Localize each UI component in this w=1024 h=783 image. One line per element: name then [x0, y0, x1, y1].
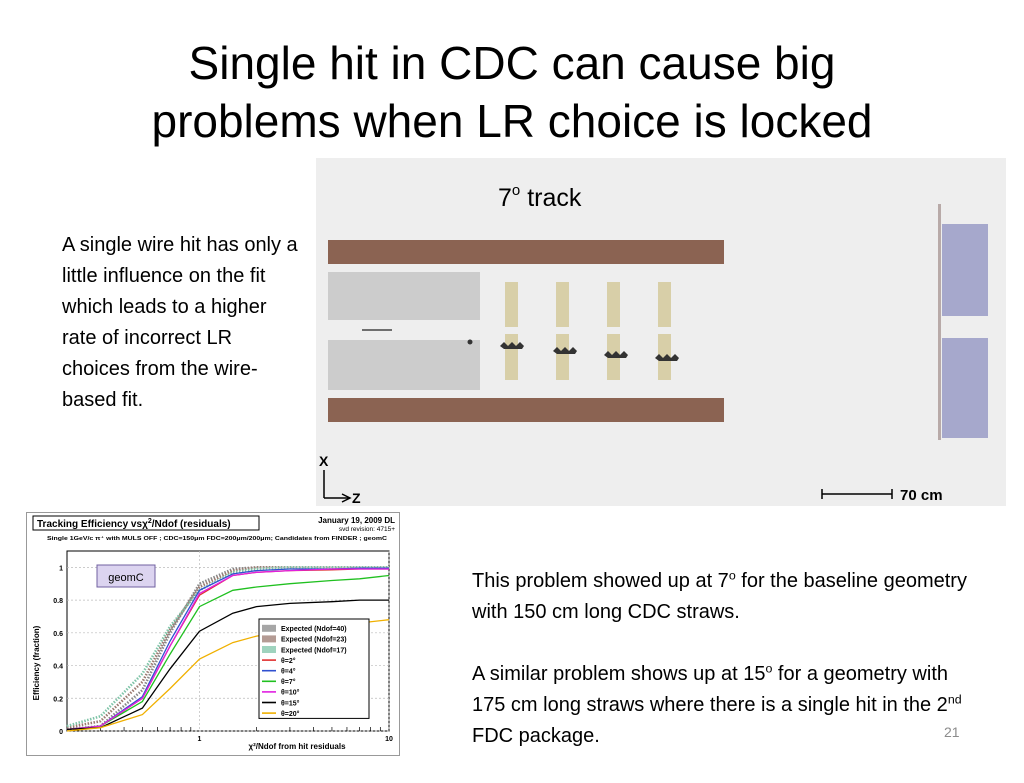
- fdc-package-2-upper: [556, 282, 569, 327]
- fdc-package-1-upper: [505, 282, 518, 327]
- plot-legend-label-5: θ=7°: [281, 679, 296, 687]
- cdc-single-hit: [468, 340, 473, 345]
- plot-revision: svd revision: 4715+: [338, 526, 395, 533]
- tof-wall: [938, 204, 941, 440]
- plot-subtitle: Single 1GeV/c π⁺ with MULS OFF ; CDC=150μm FDC=200μm/200μm; Candidates from FINDER ; geomC: [47, 536, 322, 542]
- plot-ylabel: Efficiency (fraction): [32, 625, 41, 701]
- right-paragraph-1: This problem showed up at 7$^o$ for the baseline geometry with 150 cm long CDC straws.: [472, 568, 967, 623]
- plot-date: January 19, 2009 DL: [318, 516, 395, 525]
- plot-legend-label-2: Expected (Ndof=17): [281, 647, 347, 655]
- plot-legend-swatch-1: [262, 635, 276, 642]
- cdc-upper-body: [328, 272, 480, 320]
- plot-legend-swatch-2: [262, 646, 276, 653]
- plot-header: Tracking Efficiency vsχ$^2$/Ndof (residuals): [37, 518, 231, 530]
- plot-ytick-4: 0.8: [53, 598, 63, 606]
- plot-xtick-0: 1: [197, 736, 202, 743]
- plot-legend-label-4: θ=4°: [281, 668, 296, 676]
- fdc-hit-cluster-4: [655, 354, 679, 361]
- plot-legend-box: [259, 619, 369, 718]
- plot-legend-label-1: Expected (Ndof=23): [281, 636, 347, 644]
- fdc-hit-cluster-3: [604, 351, 628, 358]
- fdc-package-4-upper: [658, 282, 671, 327]
- slide-title-line-1: Single hit in CDC can cause big: [188, 37, 836, 89]
- right-description: [472, 566, 982, 783]
- detector-svg: [316, 158, 1006, 506]
- plot-xtick-1: 10: [385, 736, 393, 743]
- track-label: 7$^o$ track: [498, 182, 582, 212]
- scale-label: 70 cm: [900, 487, 943, 504]
- plot-ytick-3: 0.6: [53, 630, 63, 638]
- calorimeter-lower: [942, 338, 988, 438]
- plot-ytick-1: 0.2: [53, 696, 63, 704]
- plot-legend-label-3: θ=2°: [281, 657, 296, 665]
- calorimeter-upper: [942, 224, 988, 316]
- cdc-lower-body: [328, 340, 480, 390]
- right-paragraph-2: A similar problem shows up at 15$^o$ for a geometry with 175 cm long straws where there is a single hit in the 2nd FDC package.: [472, 661, 962, 747]
- slide-number: 21: [944, 724, 960, 740]
- plot-ytick-5: 1: [59, 565, 63, 573]
- cdc-lower-wall: [328, 398, 724, 422]
- detector-diagram: [316, 158, 1006, 506]
- geom-label: geomC: [108, 572, 144, 584]
- fdc-package-2-lower: [556, 334, 569, 380]
- detector-background: [316, 158, 1006, 506]
- plot-legend-label-8: θ=20°: [281, 710, 300, 718]
- fdc-package-3-upper: [607, 282, 620, 327]
- cdc-upper-wall: [328, 240, 724, 264]
- fdc-hit-cluster-2: [553, 347, 577, 354]
- plot-legend-label-7: θ=15°: [281, 700, 300, 708]
- axis-x-label: X: [319, 453, 329, 469]
- fdc-package-1-lower: [505, 334, 518, 380]
- plot-xlabel: χ²/Ndof from hit residuals: [248, 742, 346, 751]
- efficiency-plot: [26, 512, 400, 756]
- axis-z-label: Z: [352, 490, 361, 506]
- plot-ytick-2: 0.4: [53, 663, 63, 671]
- plot-legend-label-0: Expected (Ndof=40): [281, 626, 347, 634]
- plot-legend: [259, 619, 369, 718]
- fdc-hit-cluster-1: [500, 342, 524, 349]
- plot-ytick-0: 0: [59, 729, 63, 736]
- slide-title: [40, 34, 984, 150]
- slide-title-line-2: problems when LR choice is locked: [151, 95, 873, 147]
- plot-legend-label-6: θ=10°: [281, 689, 300, 697]
- plot-legend-swatch-0: [262, 625, 276, 632]
- left-description: A single wire hit has only a little influence on the fit which leads to a higher rate of incorrect LR choices from the wire-based fit.: [62, 234, 298, 411]
- efficiency-plot-svg: [27, 513, 399, 755]
